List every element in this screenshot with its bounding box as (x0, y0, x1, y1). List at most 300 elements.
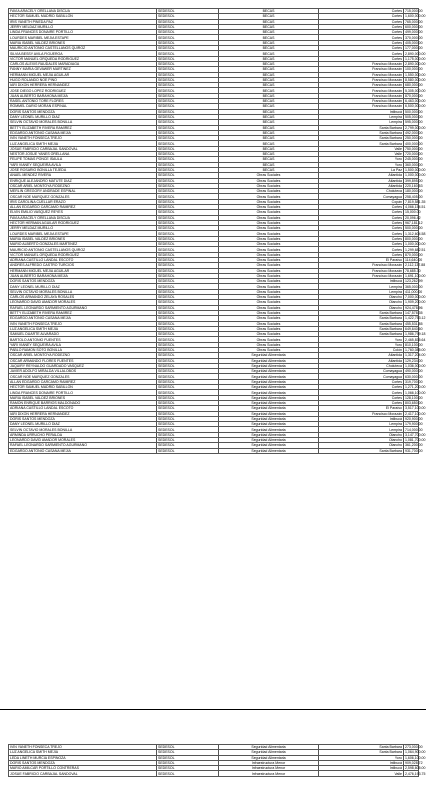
amount-cell: 1,691,100.00 (405, 273, 426, 278)
institution-cell: SEDESOL (157, 316, 219, 321)
institution-cell: SEDESOL (157, 242, 219, 247)
beneficiary-name-cell: SELVIN OCTAVIO MORALES BONILLA (9, 289, 157, 294)
institution-cell: SEDESOL (157, 173, 219, 178)
amount-cell: 411,000.00 (405, 289, 423, 294)
department-cell: Lempira (319, 120, 404, 125)
program-cell: Obras Sociales (219, 194, 319, 199)
department-cell: Francisco Morazán (319, 61, 404, 66)
beneficiary-name-cell: SELVIN OCTAVIO MORALES BONILLA (9, 427, 157, 432)
department-cell: Cortes (319, 14, 404, 19)
department-cell: Francisco Morazán (319, 67, 404, 72)
department-cell: Valle (319, 771, 404, 776)
department-cell: Atlantida (319, 353, 404, 358)
program-cell: Seguridad Alimentaria (219, 745, 319, 750)
amount-cell: 1,066,100.00 (405, 390, 426, 395)
program-cell: BECAS (219, 9, 319, 14)
department-cell: El Paraíso (319, 257, 404, 262)
amount-cell: 245,000.00 (405, 157, 423, 162)
beneficiary-name-cell: JERRY MELDAZ MURILLO (9, 226, 157, 231)
amount-cell: 1,909,200.00 (405, 300, 426, 305)
department-cell: La Paz (319, 167, 404, 172)
department-cell: Cortes (319, 390, 404, 395)
institution-cell: SEDESOL (157, 194, 219, 199)
amount-cell: 649,640.60 (405, 326, 423, 331)
program-cell: Seguridad Alimentaria (219, 750, 319, 755)
beneficiary-name-cell: ANDRES ALFREDO CASTRO TURCIOS (9, 263, 157, 268)
allocation-table-body (9, 9, 426, 454)
institution-cell: SEDESOL (157, 279, 219, 284)
amount-cell: 490,000.00 (405, 369, 423, 374)
institution-cell: SEDESOL (157, 289, 219, 294)
department-cell: Cortes (319, 247, 404, 252)
department-cell: Comayagua (319, 194, 404, 199)
department-cell: Atlantida (319, 183, 404, 188)
institution-cell: SEDESOL (157, 231, 219, 236)
amount-cell: 128,100.00 (405, 395, 423, 400)
department-cell: Cortes (319, 395, 404, 400)
program-cell: Seguridad Alimentaria (219, 406, 319, 411)
program-cell: BECAS (219, 67, 319, 72)
amount-cell: 6,500,000.00 (405, 104, 426, 109)
institution-cell: SEDESOL (157, 247, 219, 252)
amount-cell: 1,500,000.00 (405, 168, 426, 173)
institution-cell: SEDESOL (157, 422, 219, 427)
amount-cell: 100,000.00 (405, 67, 423, 72)
program-cell: Seguridad Alimentaria (219, 400, 319, 405)
institution-cell: SEDESOL (157, 99, 219, 104)
department-cell: Francisco Morazán (319, 88, 404, 93)
program-cell: Obras Sociales (219, 226, 319, 231)
department-cell: Cortes (319, 236, 404, 241)
program-cell: Seguridad Alimentaria (219, 363, 319, 368)
department-cell: Lempira (319, 422, 404, 427)
department-cell: Cortes (319, 215, 404, 220)
department-cell: Cortes (319, 204, 404, 209)
beneficiary-name-cell: ENRIQUE ALEJANDRO MATUTE DIAZ (9, 178, 157, 183)
beneficiary-name-cell: RAMON ENRIQUE BARRIOS MALDONADO (9, 400, 157, 405)
institution-cell: SEDESOL (157, 745, 219, 750)
amount-cell: 680,000.00 (405, 83, 423, 88)
institution-cell: SEDESOL (157, 120, 219, 125)
department-cell: Yoro (319, 755, 404, 760)
institution-cell: SEDESOL (157, 146, 219, 151)
beneficiary-name-cell: LOURDES MARIBEL MEJIA ESTAPE (9, 231, 157, 236)
amount-cell: 630,000.00 (405, 374, 423, 379)
institution-cell: SEDESOL (157, 210, 219, 215)
amount-cell: 715,000.00 (405, 9, 423, 14)
beneficiary-name-cell: IRIS CAROLINA CUELLAR ERAZO (9, 199, 157, 204)
beneficiary-name-cell: ROMMEL DARIO MORAN ESPINAL (9, 104, 157, 109)
institution-cell: SEDESOL (157, 226, 219, 231)
institution-cell: SEDESOL (157, 416, 219, 421)
amount-cell: 7,000,000.00 (405, 295, 426, 300)
program-cell: Obras Sociales (219, 189, 319, 194)
program-cell: Obras Sociales (219, 273, 319, 278)
beneficiary-name-cell: IARI DIXON HERRERA HERNANDEZ (9, 83, 157, 88)
institution-cell: SEDESOL (157, 136, 219, 141)
amount-cell: 500,000.00 (405, 226, 423, 231)
department-cell: Olancho (319, 300, 404, 305)
program-cell: BECAS (219, 61, 319, 66)
institution-cell: SEDESOL (157, 236, 219, 241)
program-cell: Infraestructura Menor (219, 760, 319, 765)
beneficiary-name-cell: MARIO AMILCAR PORTILLO CONTRERAS (9, 766, 157, 771)
program-cell: Obras Sociales (219, 215, 319, 220)
amount-cell: 1,760,085.00 (405, 348, 426, 353)
program-cell: Obras Sociales (219, 183, 319, 188)
institution-cell: SEDESOL (157, 215, 219, 220)
program-cell: Seguridad Alimentaria (219, 427, 319, 432)
institution-cell: SEDESOL (157, 443, 219, 448)
institution-cell: SEDESOL (157, 19, 219, 24)
program-cell: Obras Sociales (219, 289, 319, 294)
institution-cell: SEDESOL (157, 310, 219, 315)
beneficiary-name-cell: ANAEL MENDEZ RIVERA (9, 173, 157, 178)
beneficiary-name-cell: VICTOR MANUEL ORQUEDA RODRIGUEZ (9, 252, 157, 257)
amount-cell: 810,100.00 (405, 342, 423, 347)
amount-cell: 931,700.00 (405, 448, 423, 453)
amount-cell: 800,000.00 (405, 236, 423, 241)
department-cell: Cortes (319, 385, 404, 390)
institution-cell: SEDESOL (157, 400, 219, 405)
institution-cell: SEDESOL (157, 61, 219, 66)
program-cell: Seguridad Alimentaria (219, 353, 319, 358)
department-cell: Santa Barbara (319, 745, 404, 750)
beneficiary-name-cell: MARIA ISABEL VALDEZ BRIONES (9, 40, 157, 45)
amount-cell: 1,986,799.18 (405, 332, 426, 337)
department-cell: Cortes (319, 226, 404, 231)
beneficiary-name-cell: BETTY ELIZABETH RIVERA RAMIREZ (9, 125, 157, 130)
institution-cell: SEDESOL (157, 125, 219, 130)
department-cell: Olancho (319, 438, 404, 443)
institution-cell: SEDESOL (157, 114, 219, 119)
department-cell: Francisco Morazán (319, 263, 404, 268)
program-cell: Obras Sociales (219, 220, 319, 225)
department-cell: Santa Barbara (319, 316, 404, 321)
department-cell: Cortes (319, 51, 404, 56)
beneficiary-name-cell: FELIPE TOMAS PONCE ISAULA (9, 157, 157, 162)
amount-cell: 399,895.00 (405, 178, 423, 183)
institution-cell: SEDESOL (157, 51, 219, 56)
beneficiary-name-cell: NESTOR JOSUE YANES ORELLANA (9, 152, 157, 157)
department-cell: Cortes (319, 19, 404, 24)
beneficiary-name-cell: EDGARDO ANTONIO CASANA MEJIA (9, 316, 157, 321)
program-cell: Obras Sociales (219, 342, 319, 347)
amount-cell: 1,317,204.00 (405, 353, 426, 358)
department-cell: Choluteca (319, 189, 404, 194)
amount-cell: 15,000.00 (405, 210, 421, 215)
department-cell: Santa Barbara (319, 332, 404, 337)
amount-cell: 1,606,100.00 (405, 755, 426, 760)
institution-cell: SEDESOL (157, 104, 219, 109)
amount-cell: 1,550,000.00 (405, 72, 426, 77)
program-cell: Obras Sociales (219, 279, 319, 284)
program-cell: Obras Sociales (219, 199, 319, 204)
amount-cell: 177,000.00 (405, 46, 423, 51)
beneficiary-name-cell: RAFAEL LEONARDO SARMIENTO AGURMANO (9, 305, 157, 310)
program-cell: Seguridad Alimentaria (219, 443, 319, 448)
amount-cell: 400,000.00 (405, 141, 423, 146)
amount-cell: 2,465,835.64 (405, 337, 426, 342)
department-cell: Comayagua (319, 369, 404, 374)
program-cell: Obras Sociales (219, 242, 319, 247)
department-cell: Santa Barbara (319, 136, 404, 141)
program-cell: Obras Sociales (219, 284, 319, 289)
department-cell: Cortes (319, 35, 404, 40)
institution-cell: SEDESOL (157, 183, 219, 188)
amount-cell: 20,096.42 (405, 215, 421, 220)
institution-cell: SEDESOL (157, 358, 219, 363)
program-cell: BECAS (219, 72, 319, 77)
institution-cell: SEDESOL (157, 152, 219, 157)
institution-cell: SEDESOL (157, 162, 219, 167)
amount-cell: 220,160.53 (405, 183, 423, 188)
institution-cell: SEDESOL (157, 755, 219, 760)
beneficiary-name-cell: LINDA FRANCES DONAIRE PORTILLO (9, 390, 157, 395)
beneficiary-name-cell: LOURDES MARIBEL MEJIA ESTAPE (9, 35, 157, 40)
program-cell: BECAS (219, 152, 319, 157)
department-cell: El Paraíso (319, 406, 404, 411)
department-cell: Francisco Morazán (319, 99, 404, 104)
beneficiary-name-cell: MARIO ALBERTO GONZALES MARTINEZ (9, 242, 157, 247)
amount-cell: 2,112,137.88 (405, 263, 426, 268)
department-cell: Lempira (319, 427, 404, 432)
program-cell: Obras Sociales (219, 332, 319, 337)
program-cell: BECAS (219, 40, 319, 45)
institution-cell: SEDESOL (157, 83, 219, 88)
program-cell: Seguridad Alimentaria (219, 422, 319, 427)
institution-cell: SEDESOL (157, 432, 219, 437)
department-cell: Cortes (319, 56, 404, 61)
beneficiary-name-cell: LEDA LINETH MURCIA ESPINOZA (9, 755, 157, 760)
institution-cell: SEDESOL (157, 427, 219, 432)
institution-cell: SEDESOL (157, 178, 219, 183)
institution-cell: SEDESOL (157, 395, 219, 400)
beneficiary-name-cell: LEONARDO DAVID AMADOR MORALES (9, 438, 157, 443)
program-cell: Obras Sociales (219, 204, 319, 209)
institution-cell: SEDESOL (157, 24, 219, 29)
beneficiary-name-cell: ELVIN EMILIO VASQUEZ REYES (9, 210, 157, 215)
department-cell: Santa Barbara (319, 326, 404, 331)
program-cell: Obras Sociales (219, 348, 319, 353)
program-cell: BECAS (219, 83, 319, 88)
department-cell: Yoro (319, 157, 404, 162)
institution-cell: SEDESOL (157, 406, 219, 411)
amount-cell: 967,181.12 (405, 221, 423, 226)
institution-cell: SEDESOL (157, 300, 219, 305)
amount-cell: 361,200.00 (405, 443, 423, 448)
institution-cell: SEDESOL (157, 77, 219, 82)
amount-cell: 258,405.00 (405, 194, 423, 199)
program-cell: Infraestructura Menor (219, 766, 319, 771)
institution-cell: SEDESOL (157, 750, 219, 755)
beneficiary-name-cell: SILVIA BESSY AVILA FIGUEROA (9, 51, 157, 56)
amount-cell: 1,175,000.00 (405, 56, 426, 61)
program-cell: Seguridad Alimentaria (219, 390, 319, 395)
allocation-table (8, 8, 426, 454)
department-cell: Cortes (319, 242, 404, 247)
program-cell: BECAS (219, 104, 319, 109)
program-cell: Obras Sociales (219, 236, 319, 241)
institution-cell: SEDESOL (157, 257, 219, 262)
beneficiary-name-cell: OSCAR ARMANDO FLORES FUENTES (9, 358, 157, 363)
beneficiary-name-cell: OSCAR NOE MARQUEZ GONZALES (9, 374, 157, 379)
department-cell: Atlantida (319, 178, 404, 183)
amount-cell: 129,234.00 (405, 358, 423, 363)
program-cell: Obras Sociales (219, 310, 319, 315)
institution-cell: SEDESOL (157, 14, 219, 19)
beneficiary-name-cell: DANY LEONEL MURILLO DIAZ (9, 422, 157, 427)
department-cell: Yoro (319, 162, 404, 167)
program-cell: BECAS (219, 167, 319, 172)
department-cell: Cortes (319, 46, 404, 51)
amount-cell: 78,685.30 (405, 268, 421, 273)
program-cell: BECAS (219, 99, 319, 104)
institution-cell: SEDESOL (157, 379, 219, 384)
beneficiary-name-cell: BETTY ELIZABETH RIVERA RAMIREZ (9, 310, 157, 315)
institution-cell: SEDESOL (157, 369, 219, 374)
amount-cell: 2,417,100.00 (405, 411, 426, 416)
program-cell: Obras Sociales (219, 210, 319, 215)
amount-cell: 1,036,000.00 (405, 364, 426, 369)
beneficiary-name-cell: SELVIN OCTAVIO MORALES BONILLA (9, 120, 157, 125)
beneficiary-name-cell: LINDA FRANCES DONAIRE PORTILLO (9, 30, 157, 35)
program-cell: Seguridad Alimentaria (219, 395, 319, 400)
institution-cell: SEDESOL (157, 88, 219, 93)
program-cell: BECAS (219, 136, 319, 141)
beneficiary-name-cell: DORIS SANTOS MENDOZA (9, 760, 157, 765)
institution-cell: SEDESOL (157, 93, 219, 98)
beneficiary-name-cell: RASEL ANTONIO TORE FLORES (9, 99, 157, 104)
beneficiary-name-cell: DORIS SANTOS MENDOZA (9, 416, 157, 421)
institution-cell: SEDESOL (157, 141, 219, 146)
amount-cell: 180,000.00 (405, 189, 423, 194)
beneficiary-name-cell: MARIA ISABEL VALDEZ BRIONES (9, 395, 157, 400)
program-cell: BECAS (219, 19, 319, 24)
program-cell: Seguridad Alimentaria (219, 432, 319, 437)
program-cell: BECAS (219, 51, 319, 56)
department-cell: Cortes (319, 400, 404, 405)
beneficiary-name-cell: YARI VIANEY SEQUEIRA AVILA (9, 342, 157, 347)
institution-cell: SEDESOL (157, 390, 219, 395)
amount-cell: 2,890,000.00 (405, 51, 426, 56)
institution-cell: SEDESOL (157, 321, 219, 326)
amount-cell: 4,066,154.51 (405, 205, 426, 210)
beneficiary-name-cell: DORIS SANTOS MENDOZA (9, 279, 157, 284)
beneficiary-name-cell: OSCAR ARIEL MONTOYA RODEZNO (9, 183, 157, 188)
institution-cell: SEDESOL (157, 204, 219, 209)
department-cell: Copán (319, 199, 404, 204)
department-cell: Valle (319, 152, 404, 157)
department-cell: Choluteca (319, 363, 404, 368)
institution-cell: SEDESOL (157, 766, 219, 771)
beneficiary-name-cell: JAVIER ADOLFO MIRALDA VILLALOBOS (9, 369, 157, 374)
beneficiary-name-cell: MAURICIO ANTONIO CASTELLANOS QUIROZ (9, 46, 157, 51)
beneficiary-name-cell: MAURICIO ANTONIO CASTELLANOS QUIROZ (9, 247, 157, 252)
institution-cell: SEDESOL (157, 771, 219, 776)
amount-cell: 714,000.00 (405, 427, 423, 432)
department-cell: Intibucá (319, 109, 404, 114)
beneficiary-name-cell: SAMUEL DUARTE ALVARADO (9, 332, 157, 337)
department-cell: Francisco Morazán (319, 77, 404, 82)
amount-cell: 595,000.00 (405, 120, 423, 125)
program-cell: Seguridad Alimentaria (219, 416, 319, 421)
institution-cell: SEDESOL (157, 46, 219, 51)
program-cell: Seguridad Alimentaria (219, 755, 319, 760)
institution-cell: SEDESOL (157, 385, 219, 390)
amount-cell: 405,000.00 (405, 40, 423, 45)
amount-cell: 1,000,000.00 (405, 242, 426, 247)
department-cell: Olancho (319, 443, 404, 448)
beneficiary-name-cell: HUGO ROLANDO NOE PINO (9, 77, 157, 82)
department-cell: Olancho (319, 432, 404, 437)
program-cell: Obras Sociales (219, 178, 319, 183)
department-cell: Santa Barbara (319, 321, 404, 326)
institution-cell: SEDESOL (157, 326, 219, 331)
program-cell: Seguridad Alimentaria (219, 358, 319, 363)
institution-cell: SEDESOL (157, 411, 219, 416)
program-cell: Obras Sociales (219, 268, 319, 273)
beneficiary-name-cell: LUZ ANGELICA SMITH MEJIA (9, 750, 157, 755)
beneficiary-name-cell: DORIS SANTOS MENDOZA (9, 109, 157, 114)
institution-cell: SEDESOL (157, 332, 219, 337)
beneficiary-name-cell: IVIN YANETH FONSECA TREJO (9, 745, 157, 750)
institution-cell: SEDESOL (157, 220, 219, 225)
beneficiary-name-cell: LUZ ANGELICA SMITH MEJIA (9, 141, 157, 146)
amount-cell: 765,000.00 (405, 19, 423, 24)
beneficiary-name-cell: OSCAR NOE MARQUEZ GONZALES (9, 194, 157, 199)
beneficiary-name-cell: JUAN ALBERTO BARAHONA MEJIA (9, 93, 157, 98)
program-cell: Obras Sociales (219, 257, 319, 262)
program-cell: BECAS (219, 77, 319, 82)
institution-cell: SEDESOL (157, 157, 219, 162)
program-cell: BECAS (219, 157, 319, 162)
amount-cell: 1,000,000.00 (405, 173, 426, 178)
program-cell: BECAS (219, 114, 319, 119)
amount-cell: 870,000.00 (405, 93, 423, 98)
department-cell: Cortes (319, 252, 404, 257)
department-cell: Atlantida (319, 173, 404, 178)
institution-cell: SEDESOL (157, 337, 219, 342)
institution-cell: SEDESOL (157, 268, 219, 273)
program-cell: Obras Sociales (219, 231, 319, 236)
amount-cell: 370,000.00 (405, 35, 423, 40)
beneficiary-name-cell: HECTOR SAMUEL MADRID SABILLON (9, 14, 157, 19)
beneficiary-name-cell: HECTOR HERMAN AGUILAR RODRIGUEZ (9, 220, 157, 225)
amount-cell: 2,799,000.00 (405, 125, 426, 130)
allocation-table-continued (8, 744, 426, 777)
beneficiary-name-cell: EDGARDO ANTONIO CASANA MEJIA (9, 448, 157, 453)
department-cell: Lempira (319, 284, 404, 289)
program-cell: Obras Sociales (219, 300, 319, 305)
program-cell: BECAS (219, 130, 319, 135)
amount-cell: 1,081,700.00 (405, 438, 426, 443)
institution-cell: SEDESOL (157, 40, 219, 45)
institution-cell: SEDESOL (157, 263, 219, 268)
institution-cell: SEDESOL (157, 448, 219, 453)
institution-cell: SEDESOL (157, 252, 219, 257)
department-cell: Francisco Morazán (319, 72, 404, 77)
program-cell: Obras Sociales (219, 295, 319, 300)
institution-cell: SEDESOL (157, 305, 219, 310)
amount-cell: 360,000.00 (405, 162, 423, 167)
program-cell: Seguridad Alimentaria (219, 369, 319, 374)
program-cell: Seguridad Alimentaria (219, 374, 319, 379)
department-cell: Atlantida (319, 358, 404, 363)
institution-cell: SEDESOL (157, 284, 219, 289)
department-cell: Lempira (319, 289, 404, 294)
program-cell: BECAS (219, 146, 319, 151)
